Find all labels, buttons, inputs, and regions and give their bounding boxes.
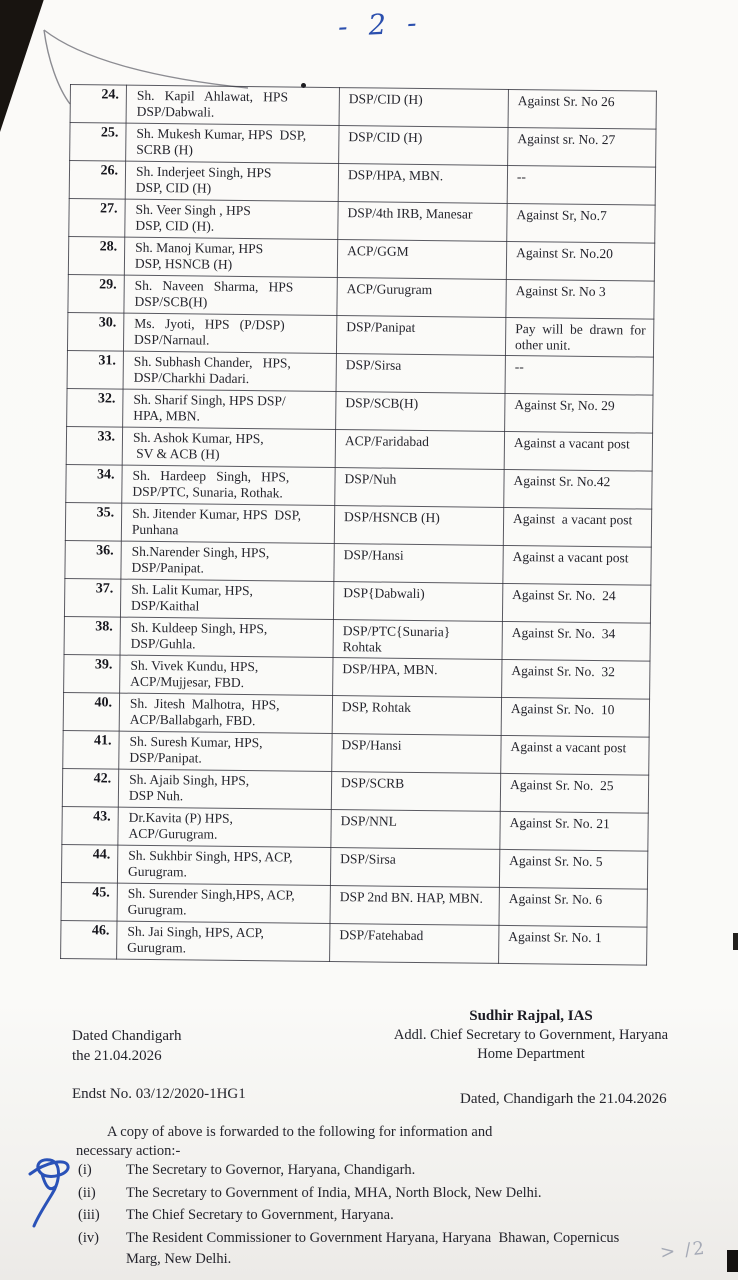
serial-cell: 43. (62, 806, 118, 845)
serial-cell: 46. (61, 920, 117, 959)
table-row (67, 312, 653, 357)
signatory-title: Addl. Chief Secretary to Government, Haryana (393, 1027, 669, 1044)
signature-block (388, 1007, 674, 1063)
name-cell: Sh. Hardeep Singh, HPS, DSP/PTC, Sunaria, Rothak. (122, 465, 335, 505)
remarks-cell: Against Sr. No. 1 (499, 925, 647, 965)
forward-paragraph-line2: necessary action:- (76, 1143, 181, 1159)
table-row (67, 350, 653, 395)
remarks-cell: Against Sr. No. 21 (500, 811, 648, 851)
transfer-table (60, 84, 657, 966)
name-cell: Sh. Naveen Sharma, HPS DSP/SCB(H) (124, 275, 337, 315)
serial-cell: 31. (67, 350, 123, 389)
table-row (64, 654, 650, 699)
name-cell: Sh. Sharif Singh, HPS DSP/ HPA, MBN. (123, 389, 336, 429)
name-cell: Sh. Ashok Kumar, HPS, SV & ACB (H) (122, 427, 335, 467)
posting-cell: DSP/Hansi (332, 734, 501, 774)
serial-cell: 32. (67, 388, 123, 427)
handwritten-page-number: - 2 - (337, 5, 424, 44)
remarks-cell: -- (507, 165, 655, 205)
serial-cell: 28. (68, 236, 124, 275)
name-cell: Sh. Subhash Chander, HPS, DSP/Charkhi Dadari. (123, 351, 336, 391)
remarks-cell: Pay will be drawn for other unit. (505, 317, 653, 357)
scan-corner-artifact-bottom-right (727, 1250, 738, 1272)
posting-cell: DSP/SCB(H) (336, 392, 505, 432)
forward-list-item (78, 1228, 650, 1271)
posting-cell: DSP/PTC{Sunaria} Rohtak (333, 620, 502, 660)
posting-cell: DSP/4th IRB, Manesar (338, 202, 507, 242)
table-row (68, 274, 654, 319)
table-row (64, 578, 650, 623)
serial-cell: 36. (65, 540, 121, 579)
remarks-cell: Against Sr. No. 34 (502, 621, 650, 661)
table-row (63, 692, 649, 737)
dateline-date: the 21.04.2026 (72, 1048, 162, 1065)
remarks-cell: Against Sr, No. 29 (505, 393, 653, 433)
remarks-cell: Against Sr. No 3 (506, 279, 654, 319)
forward-item-number: (iii) (78, 1207, 100, 1223)
serial-cell: 41. (63, 730, 119, 769)
remarks-cell: Against Sr. No. 25 (500, 773, 648, 813)
forward-item-text: The Chief Secretary to Government, Haryana. (126, 1207, 394, 1223)
remarks-cell: Against Sr. No. 5 (499, 849, 647, 889)
serial-cell: 29. (68, 274, 124, 313)
table-row (66, 426, 652, 471)
table-row (65, 502, 651, 547)
remarks-cell: Against Sr. No.42 (504, 469, 652, 509)
remarks-cell: Against Sr. No. 24 (502, 583, 650, 623)
remarks-cell: Against Sr, No.7 (507, 203, 655, 243)
posting-cell: DSP{Dabwali) (333, 582, 502, 622)
remarks-cell: -- (505, 355, 653, 395)
posting-cell: DSP, Rohtak (332, 696, 501, 736)
name-cell: Sh. Manoj Kumar, HPS DSP, HSNCB (H) (124, 237, 337, 277)
forward-item-text: The Secretary to Government of India, MHA, North Block, New Delhi. (126, 1184, 542, 1201)
endst-date: Dated, Chandigarh the 21.04.2026 (460, 1091, 667, 1107)
forward-item-text: The Resident Commissioner to Government Haryana, Haryana Bhawan, Copernicus Marg, New Delhi. (126, 1229, 623, 1267)
forward-item-number: (i) (78, 1162, 92, 1178)
serial-cell: 33. (66, 426, 122, 465)
forward-paragraph-line1: A copy of above is forwarded to the following for information and (107, 1124, 493, 1140)
posting-cell: DSP/Panipat (336, 316, 505, 356)
serial-cell: 42. (62, 768, 118, 807)
posting-cell: DSP/Sirsa (330, 848, 499, 888)
name-cell: Ms. Jyoti, HPS (P/DSP) DSP/Narnaul. (123, 313, 336, 353)
name-cell: Sh. Jai Singh, HPS, ACP, Gurugram. (117, 921, 330, 961)
scan-edge-artifact-right (733, 933, 738, 950)
table-row (61, 920, 647, 965)
name-cell: Sh. Inderjeet Singh, HPS DSP, CID (H) (125, 161, 338, 201)
remarks-cell: Against a vacant post (501, 735, 649, 775)
table-row (66, 464, 652, 509)
name-cell: Sh.Narender Singh, HPS, DSP/Panipat. (121, 541, 334, 581)
name-cell: Sh. Vivek Kundu, HPS, ACP/Mujjesar, FBD. (120, 655, 333, 695)
name-cell: Sh. Ajaib Singh, HPS, DSP Nuh. (118, 769, 331, 809)
posting-cell: DSP 2nd BN. HAP, MBN. (330, 886, 499, 926)
posting-cell: DSP/HPA, MBN. (333, 658, 502, 698)
serial-cell: 30. (67, 312, 123, 351)
table-row (62, 768, 648, 813)
signature-scribble-icon (16, 1140, 78, 1232)
serial-cell: 44. (61, 844, 117, 883)
forward-list-item (78, 1160, 650, 1182)
posting-cell: DSP/Nuh (335, 468, 504, 508)
remarks-cell: Against a vacant post (504, 431, 652, 471)
table-row (62, 806, 648, 851)
name-cell: Sh. Surender Singh,HPS, ACP, Gurugram. (117, 883, 330, 923)
signatory-department: Home Department (477, 1045, 585, 1062)
serial-cell: 45. (61, 882, 117, 921)
name-cell: Sh. Veer Singh , HPS DSP, CID (H). (125, 199, 338, 239)
forward-list-item (78, 1205, 650, 1227)
serial-cell: 35. (65, 502, 121, 541)
name-cell: Sh. Sukhbir Singh, HPS, ACP, Gurugram. (117, 845, 330, 885)
serial-cell: 38. (64, 616, 120, 655)
posting-cell: DSP/NNL (331, 810, 500, 850)
name-cell: Dr.Kavita (P) HPS, ACP/Gurugram. (118, 807, 331, 847)
table-row (69, 161, 655, 206)
forward-item-text: The Secretary to Governor, Haryana, Chandigarh. (126, 1162, 416, 1178)
table-row (61, 844, 647, 889)
table-row (63, 730, 649, 775)
name-cell: Sh. Kuldeep Singh, HPS, DSP/Guhla. (120, 617, 333, 657)
name-cell: Sh. Jitesh Malhotra, HPS, ACP/Ballabgarh, FBD. (119, 693, 332, 733)
table-row (64, 616, 650, 661)
faint-corner-mark: > /2 (659, 1237, 708, 1264)
posting-cell: ACP/Faridabad (335, 430, 504, 470)
posting-cell: DSP/HSNCB (H) (334, 506, 503, 546)
serial-cell: 27. (69, 198, 125, 237)
table-row (61, 882, 647, 927)
posting-cell: DSP/Hansi (334, 544, 503, 584)
posting-cell: DSP/Sirsa (336, 354, 505, 394)
table-row (65, 540, 651, 585)
posting-cell: ACP/GGM (337, 240, 506, 280)
forward-item-number: (iv) (78, 1229, 99, 1246)
name-cell: Sh. Kapil Ahlawat, HPS DSP/Dabwali. (126, 85, 339, 125)
name-cell: Sh. Jitender Kumar, HPS DSP, Punhana (121, 503, 334, 543)
posting-cell: DSP/CID (H) (339, 126, 508, 166)
remarks-cell: Against sr. No. 27 (508, 127, 656, 167)
scan-corner-artifact-top-left (0, 0, 56, 132)
table-row (69, 198, 655, 243)
table-row (67, 388, 653, 433)
remarks-cell: Against Sr. No. 10 (501, 697, 649, 737)
forward-list-item (78, 1183, 650, 1205)
serial-cell: 40. (63, 692, 119, 731)
serial-cell: 25. (70, 123, 126, 162)
posting-cell: DSP/SCRB (331, 772, 500, 812)
signatory-name: Sudhir Rajpal, IAS (469, 1008, 593, 1024)
remarks-cell: Against Sr. No 26 (508, 89, 656, 129)
posting-cell: DSP/HPA, MBN. (338, 164, 507, 204)
table-row (68, 236, 654, 281)
name-cell: Sh. Suresh Kumar, HPS, DSP/Panipat. (119, 731, 332, 771)
table-row (70, 123, 656, 168)
remarks-cell: Against a vacant post (503, 545, 651, 585)
transfer-table-wrap (60, 84, 656, 966)
endst-number: Endst No. 03/12/2020-1HG1 (72, 1086, 246, 1102)
forward-list (78, 1160, 650, 1272)
serial-cell: 26. (69, 161, 125, 200)
posting-cell: DSP/Fatehabad (330, 924, 499, 964)
posting-cell: ACP/Gurugram (337, 278, 506, 318)
forward-item-number: (ii) (78, 1184, 96, 1201)
name-cell: Sh. Mukesh Kumar, HPS DSP, SCRB (H) (126, 123, 339, 163)
remarks-cell: Against a vacant post (503, 507, 651, 547)
table-row (70, 85, 656, 130)
remarks-cell: Against Sr. No. 6 (499, 887, 647, 927)
serial-cell: 39. (64, 654, 120, 693)
remarks-cell: Against Sr. No. 32 (502, 659, 650, 699)
serial-cell: 34. (66, 464, 122, 503)
remarks-cell: Against Sr. No.20 (506, 241, 654, 281)
serial-cell: 37. (64, 578, 120, 617)
dateline (72, 1026, 182, 1067)
posting-cell: DSP/CID (H) (339, 88, 508, 128)
name-cell: Sh. Lalit Kumar, HPS, DSP/Kaithal (120, 579, 333, 619)
dateline-place: Dated Chandigarh (72, 1028, 182, 1044)
serial-cell: 24. (70, 85, 126, 124)
